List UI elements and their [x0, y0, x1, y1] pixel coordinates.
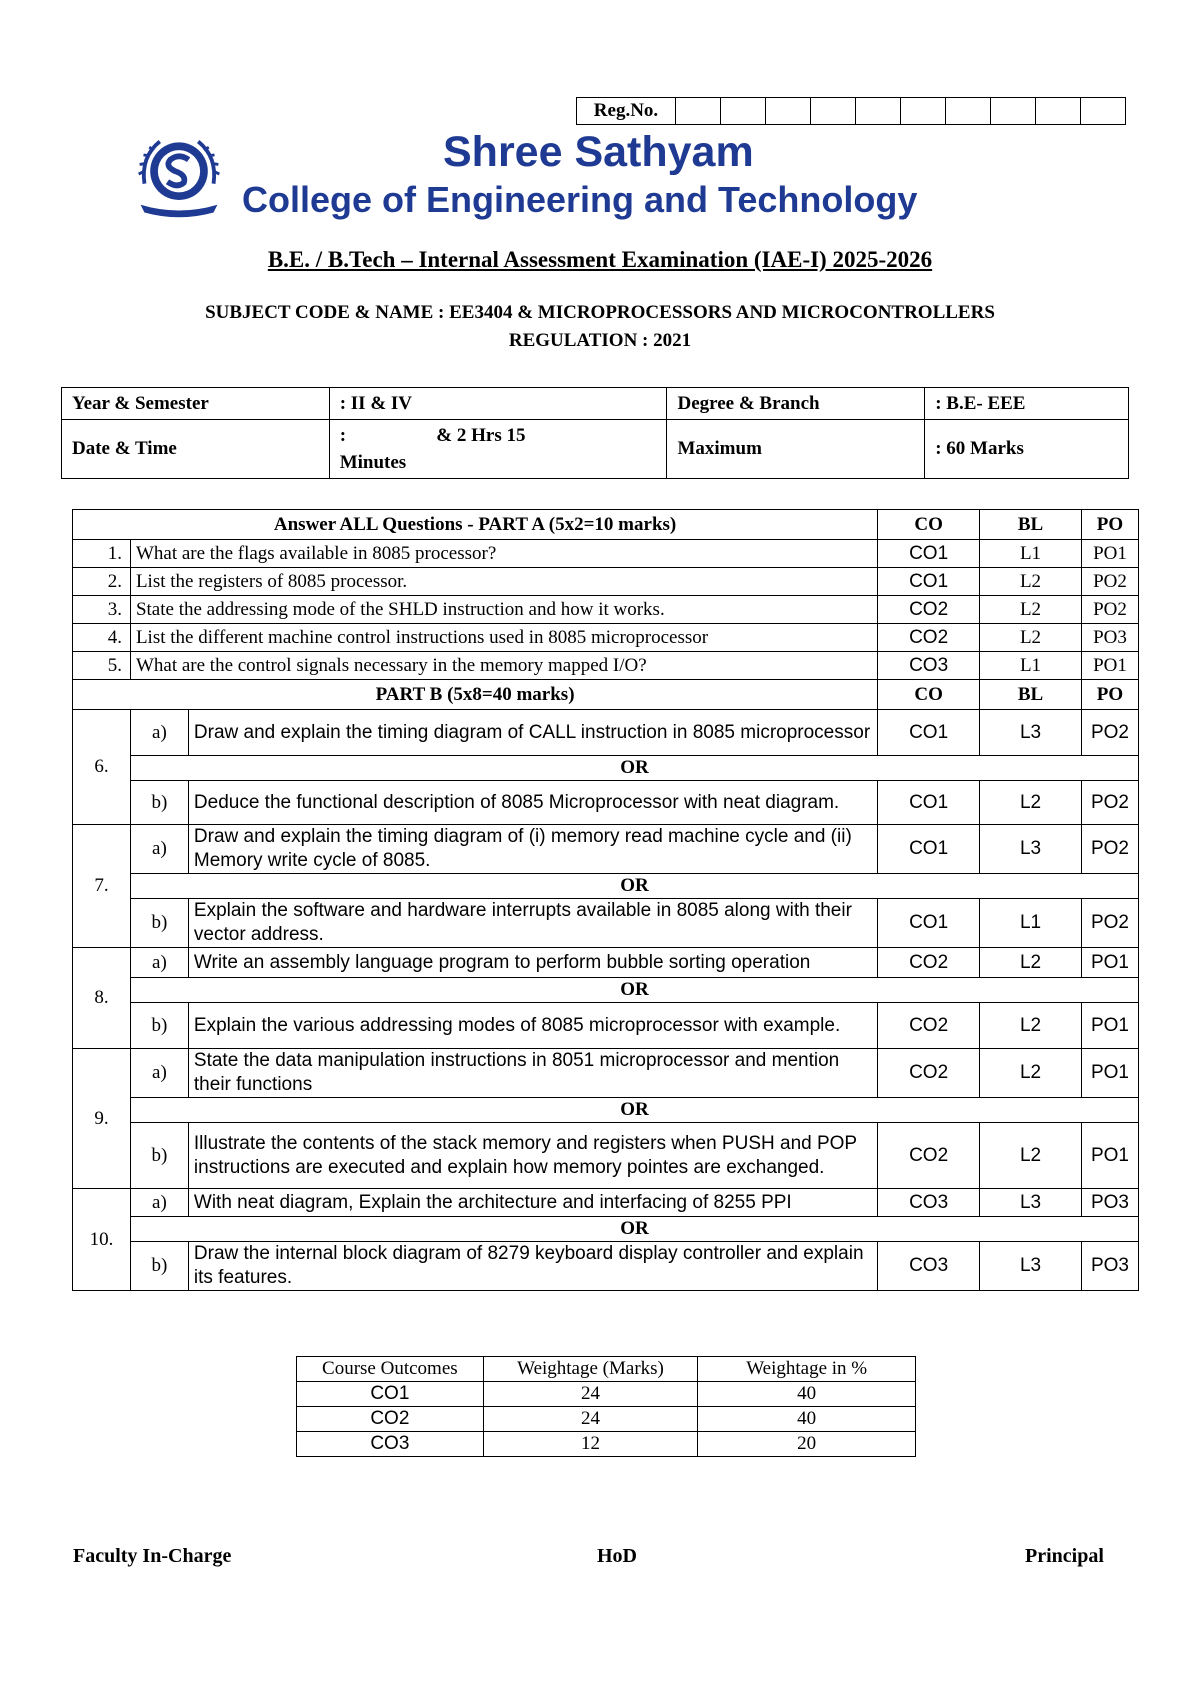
question-po: PO1 [1081, 652, 1138, 680]
degree-label: Degree & Branch [667, 388, 925, 420]
question-bl: L2 [980, 1003, 1082, 1049]
question-table [72, 509, 1139, 1291]
subquestion-label: b) [130, 781, 188, 825]
max-label: Maximum [667, 420, 925, 479]
question-co: CO1 [878, 568, 980, 596]
question-po: PO1 [1081, 1123, 1138, 1189]
subquestion-text: Deduce the functional description of 8085 Microprocessor with neat diagram. [188, 781, 877, 825]
part-b-question-row-a [73, 825, 1139, 874]
course-outcome-row [297, 1382, 916, 1407]
or-label: OR [130, 1098, 1138, 1123]
course-outcomes-header-row [297, 1357, 916, 1382]
part-b-question-row-b [73, 899, 1139, 948]
subquestion-text: Draw and explain the timing diagram of (i) memory read machine cycle and (ii) Memory write cycle of 8085. [188, 825, 877, 874]
col-bl-header: BL [980, 680, 1082, 710]
question-co: CO3 [878, 1189, 980, 1217]
part-b-header: PART B (5x8=40 marks) [73, 680, 878, 710]
col-po-header: PO [1081, 510, 1138, 540]
course-outcome-cell: CO3 [297, 1432, 484, 1457]
course-outcome-row [297, 1432, 916, 1457]
question-po: PO3 [1081, 624, 1138, 652]
question-bl: L3 [980, 710, 1082, 756]
col-po-header: PO [1081, 680, 1138, 710]
subquestion-text: Explain the various addressing modes of 8085 microprocessor with example. [188, 1003, 877, 1049]
date-value-line1: : & 2 Hrs 15 [339, 425, 526, 446]
question-number: 7. [73, 825, 131, 948]
college-name-line1: Shree Sathyam [443, 128, 754, 176]
col-co-header: CO [878, 680, 980, 710]
reg-no-cell [721, 98, 766, 125]
question-number: 10. [73, 1189, 131, 1291]
subquestion-label: a) [130, 948, 188, 978]
question-co: CO2 [878, 1123, 980, 1189]
max-value: : 60 Marks [925, 420, 1129, 479]
subquestion-text: Illustrate the contents of the stack memory and registers when PUSH and POP instructions are executed and explain how memory pointes are exchanged. [188, 1123, 877, 1189]
question-bl: L2 [980, 1049, 1082, 1098]
question-co: CO2 [878, 948, 980, 978]
subquestion-label: b) [130, 1123, 188, 1189]
question-co: CO1 [878, 540, 980, 568]
part-a-section [73, 510, 1139, 680]
question-number: 8. [73, 948, 131, 1049]
subquestion-label: a) [130, 825, 188, 874]
course-outcome-cell: 24 [483, 1407, 698, 1432]
part-b-section [73, 680, 1139, 1291]
reg-no-cell [1081, 98, 1126, 125]
or-label: OR [130, 874, 1138, 899]
exam-info-table [61, 387, 1129, 479]
part-b-question-row-b [73, 1123, 1139, 1189]
reg-no-cell [676, 98, 721, 125]
question-co: CO1 [878, 710, 980, 756]
course-outcome-cell: 40 [698, 1407, 916, 1432]
col-co-header: CO [878, 510, 980, 540]
subquestion-text: Draw and explain the timing diagram of CALL instruction in 8085 microprocessor [188, 710, 877, 756]
part-b-question-row-b [73, 1003, 1139, 1049]
date-value-line2: Minutes [339, 452, 407, 473]
question-number: 5. [73, 652, 131, 680]
subquestion-label: b) [130, 1242, 188, 1291]
part-b-question-row-b [73, 781, 1139, 825]
or-separator-row [73, 756, 1139, 781]
reg-no-cell [946, 98, 991, 125]
subquestion-label: b) [130, 899, 188, 948]
subquestion-text: With neat diagram, Explain the architecture and interfacing of 8255 PPI [188, 1189, 877, 1217]
subquestion-label: a) [130, 1189, 188, 1217]
question-po: PO1 [1081, 948, 1138, 978]
or-label: OR [130, 756, 1138, 781]
course-outcomes-header-cell: Weightage in % [698, 1357, 916, 1382]
question-bl: L3 [980, 1189, 1082, 1217]
question-number: 6. [73, 710, 131, 825]
part-b-question-row-a [73, 1049, 1139, 1098]
question-number: 4. [73, 624, 131, 652]
course-outcome-cell: 20 [698, 1432, 916, 1457]
reg-no-cell [811, 98, 856, 125]
degree-value: : B.E- EEE [925, 388, 1129, 420]
question-po: PO2 [1081, 781, 1138, 825]
question-po: PO2 [1081, 596, 1138, 624]
part-a-question-row [73, 568, 1139, 596]
part-a-question-row [73, 624, 1139, 652]
question-po: PO2 [1081, 825, 1138, 874]
part-b-question-row-b [73, 1242, 1139, 1291]
reg-no-cell [901, 98, 946, 125]
exam-title: B.E. / B.Tech – Internal Assessment Examination (IAE-I) 2025-2026 [267, 247, 933, 272]
signature-principal: Principal [1025, 1545, 1104, 1567]
question-text: What are the control signals necessary in the memory mapped I/O? [130, 652, 877, 680]
college-logo-icon [130, 128, 228, 224]
part-a-question-row [73, 652, 1139, 680]
course-outcomes-body [297, 1357, 916, 1457]
part-b-question-row-a [73, 1189, 1139, 1217]
signature-hod: HoD [597, 1545, 637, 1567]
year-label: Year & Semester [62, 388, 330, 420]
college-name-line2: College of Engineering and Technology [242, 179, 918, 220]
date-label: Date & Time [62, 420, 330, 479]
or-separator-row [73, 1098, 1139, 1123]
course-outcome-cell: 40 [698, 1382, 916, 1407]
question-number: 1. [73, 540, 131, 568]
question-co: CO1 [878, 899, 980, 948]
question-po: PO1 [1081, 1049, 1138, 1098]
col-bl-header: BL [980, 510, 1082, 540]
question-bl: L2 [980, 781, 1082, 825]
reg-no-cell [856, 98, 901, 125]
reg-no-box [576, 97, 1126, 125]
part-a-header: Answer ALL Questions - PART A (5x2=10 marks) [73, 510, 878, 540]
question-bl: L1 [980, 540, 1082, 568]
course-outcomes-header-cell: Course Outcomes [297, 1357, 484, 1382]
question-po: PO1 [1081, 540, 1138, 568]
course-outcomes-header-cell: Weightage (Marks) [483, 1357, 698, 1382]
question-co: CO2 [878, 596, 980, 624]
course-outcomes-table [296, 1356, 916, 1457]
subquestion-text: Write an assembly language program to perform bubble sorting operation [188, 948, 877, 978]
part-a-question-row [73, 540, 1139, 568]
or-separator-row [73, 1217, 1139, 1242]
course-outcome-cell: CO1 [297, 1382, 484, 1407]
question-bl: L2 [980, 596, 1082, 624]
subquestion-label: a) [130, 710, 188, 756]
question-number: 9. [73, 1049, 131, 1189]
part-a-question-row [73, 596, 1139, 624]
question-bl: L2 [980, 948, 1082, 978]
question-text: List the registers of 8085 processor. [130, 568, 877, 596]
or-label: OR [130, 1217, 1138, 1242]
question-bl: L1 [980, 899, 1082, 948]
question-po: PO1 [1081, 1003, 1138, 1049]
regulation-line: REGULATION : 2021 [508, 330, 692, 351]
year-value: : II & IV [329, 388, 667, 420]
question-co: CO2 [878, 1049, 980, 1098]
question-co: CO3 [878, 652, 980, 680]
subquestion-text: State the data manipulation instructions in 8051 microprocessor and mention their functions [188, 1049, 877, 1098]
question-co: CO1 [878, 781, 980, 825]
question-number: 2. [73, 568, 131, 596]
subject-line: SUBJECT CODE & NAME : EE3404 & MICROPROCESSORS AND MICROCONTROLLERS [205, 302, 995, 323]
question-po: PO2 [1081, 568, 1138, 596]
reg-no-cell [991, 98, 1036, 125]
course-outcome-cell: 12 [483, 1432, 698, 1457]
course-outcome-cell: 24 [483, 1382, 698, 1407]
or-separator-row [73, 874, 1139, 899]
question-text: List the different machine control instructions used in 8085 microprocessor [130, 624, 877, 652]
question-number: 3. [73, 596, 131, 624]
or-separator-row [73, 978, 1139, 1003]
reg-no-cell [1036, 98, 1081, 125]
question-bl: L3 [980, 1242, 1082, 1291]
question-co: CO1 [878, 825, 980, 874]
signature-faculty: Faculty In-Charge [73, 1545, 232, 1567]
reg-no-cell [766, 98, 811, 125]
reg-no-label: Reg.No. [577, 98, 676, 125]
subquestion-text: Draw the internal block diagram of 8279 keyboard display controller and explain its features. [188, 1242, 877, 1291]
part-b-question-row-a [73, 710, 1139, 756]
question-bl: L2 [980, 624, 1082, 652]
question-bl: L1 [980, 652, 1082, 680]
question-bl: L2 [980, 568, 1082, 596]
question-bl: L3 [980, 825, 1082, 874]
question-text: What are the flags available in 8085 processor? [130, 540, 877, 568]
question-po: PO2 [1081, 710, 1138, 756]
course-outcome-row [297, 1407, 916, 1432]
question-co: CO2 [878, 1003, 980, 1049]
question-text: State the addressing mode of the SHLD instruction and how it works. [130, 596, 877, 624]
question-po: PO3 [1081, 1189, 1138, 1217]
course-outcome-cell: CO2 [297, 1407, 484, 1432]
part-b-question-row-a [73, 948, 1139, 978]
date-value [329, 420, 667, 479]
subquestion-label: a) [130, 1049, 188, 1098]
or-label: OR [130, 978, 1138, 1003]
question-po: PO2 [1081, 899, 1138, 948]
question-bl: L2 [980, 1123, 1082, 1189]
subquestion-text: Explain the software and hardware interrupts available in 8085 along with their vector address. [188, 899, 877, 948]
question-po: PO3 [1081, 1242, 1138, 1291]
question-co: CO3 [878, 1242, 980, 1291]
subquestion-label: b) [130, 1003, 188, 1049]
question-co: CO2 [878, 624, 980, 652]
